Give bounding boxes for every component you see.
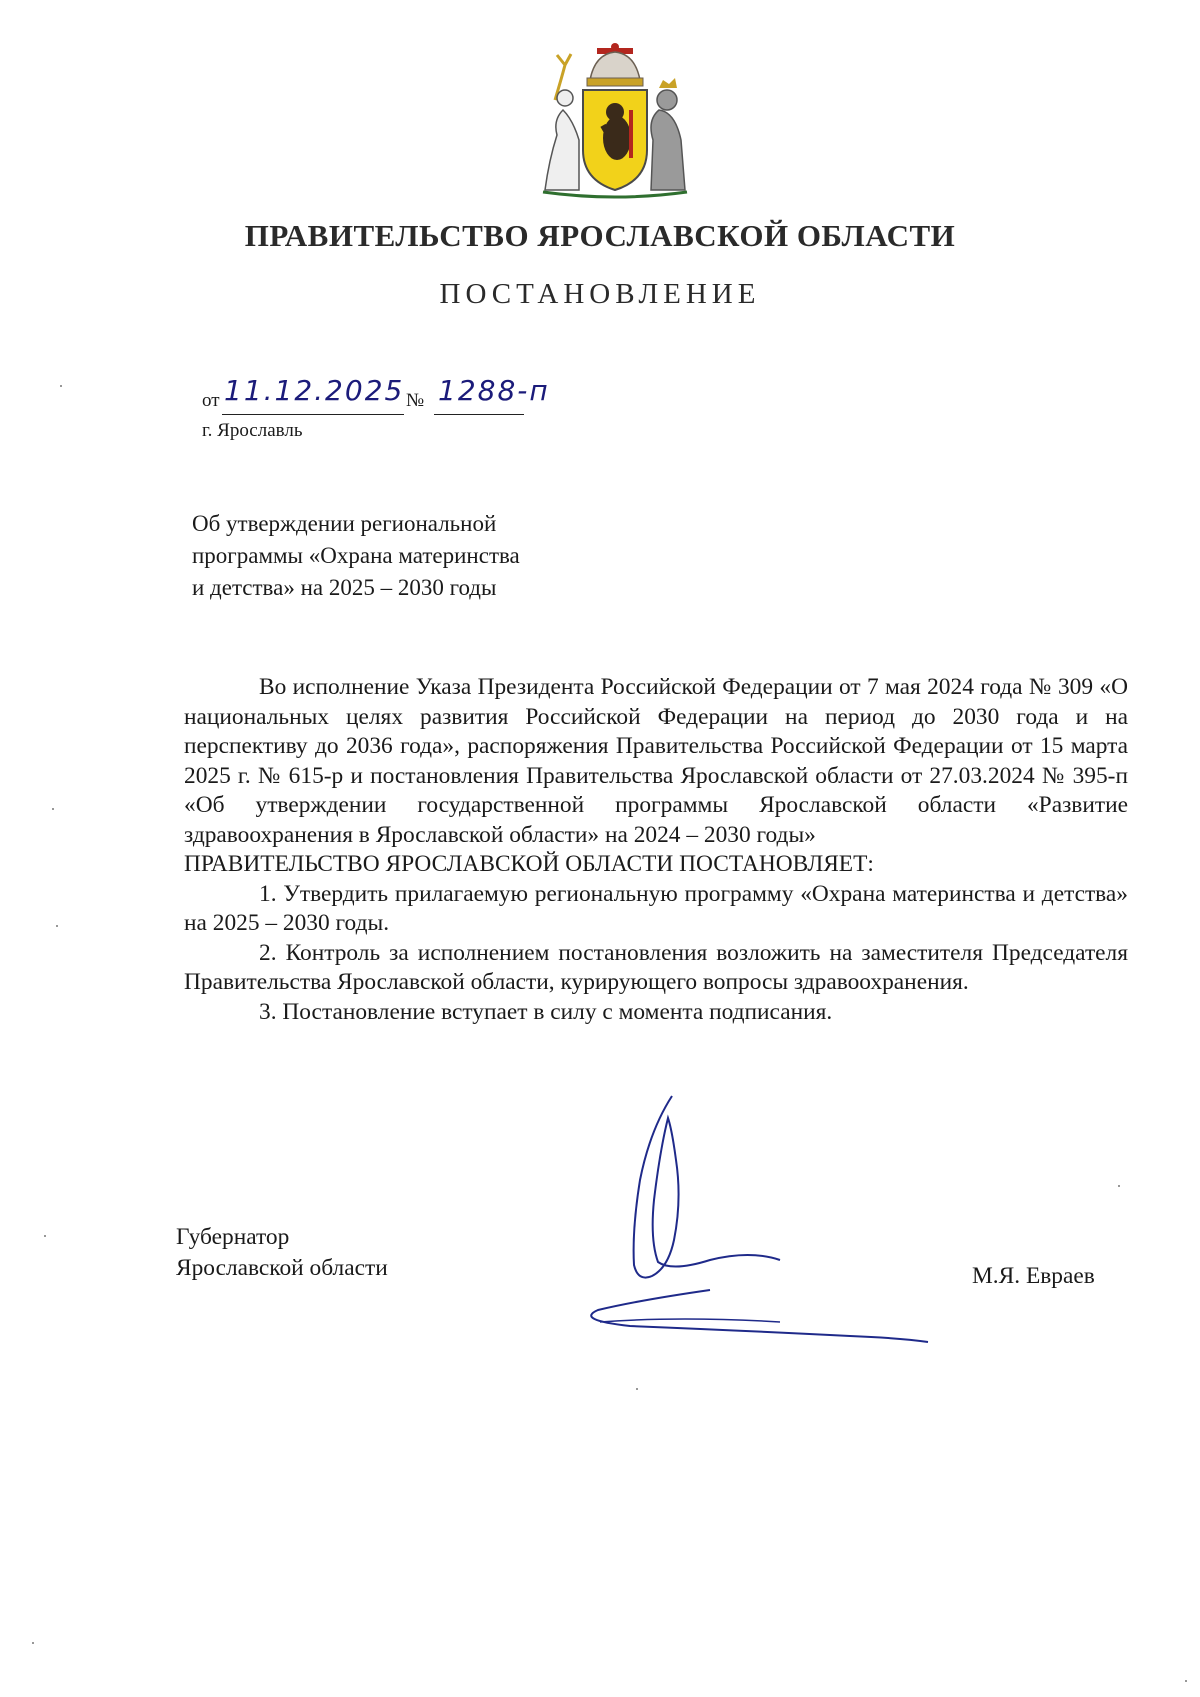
- number-value: 1288-п: [438, 374, 550, 407]
- preamble-paragraph: Во исполнение Указа Президента Российской Федерации от 7 мая 2024 года № 309 «О национальных целях развития Российской Федерации на период до 2030 года и на перспективу до 2036 года», распоряжения Правительства Российской Федерации от 15 марта 2025 г. № 615-р и постановления Правительства Ярославской области от 27.03.2024 № 395-п «Об утверждении государственной программы Ярославской области «Развитие здравоохранения в Ярославской области» на 2024 – 2030 годы»: [184, 674, 1128, 848]
- number-prefix: №: [406, 390, 425, 411]
- signatory-position: [176, 1222, 388, 1284]
- signatory-name: М.Я. Евраев: [972, 1263, 1095, 1289]
- document-kind-title: ПОСТАНОВЛЕНИЕ: [439, 278, 761, 310]
- subject-line: программы «Охрана материнства: [192, 543, 520, 568]
- item-paragraph: 2. Контроль за исполнением постановления возложить на заместителя Председателя Правительства Ярославской области, курирующего вопросы здравоохранения.: [184, 939, 1128, 995]
- subject-line: и детства» на 2025 – 2030 годы: [192, 575, 497, 600]
- item-paragraph: 1. Утвердить прилагаемую региональную программу «Охрана материнства и детства» на 2025 – 2030 годы.: [184, 880, 1128, 936]
- coat-of-arms-icon: [535, 40, 695, 200]
- resolves-line: ПРАВИТЕЛЬСТВО ЯРОСЛАВСКОЙ ОБЛАСТИ ПОСТАНОВЛЯЕТ:: [184, 851, 874, 877]
- registration-line: [202, 374, 602, 414]
- date-prefix: от: [202, 390, 220, 411]
- date-value: 11.12.2025: [224, 374, 405, 407]
- government-title: ПРАВИТЕЛЬСТВО ЯРОСЛАВСКОЙ ОБЛАСТИ: [244, 218, 956, 253]
- city: г. Ярославль: [202, 420, 303, 441]
- number-underline: [434, 414, 524, 415]
- subject-line: Об утверждении региональной: [192, 511, 497, 536]
- document-body: [184, 673, 1128, 1027]
- position-line: Ярославской области: [176, 1255, 388, 1281]
- handwritten-signature: [580, 1090, 940, 1370]
- position-line: Губернатор: [176, 1224, 290, 1250]
- item-paragraph: 3. Постановление вступает в силу с момента подписания.: [259, 998, 833, 1025]
- subject-block: [192, 508, 632, 604]
- date-underline: [222, 414, 404, 415]
